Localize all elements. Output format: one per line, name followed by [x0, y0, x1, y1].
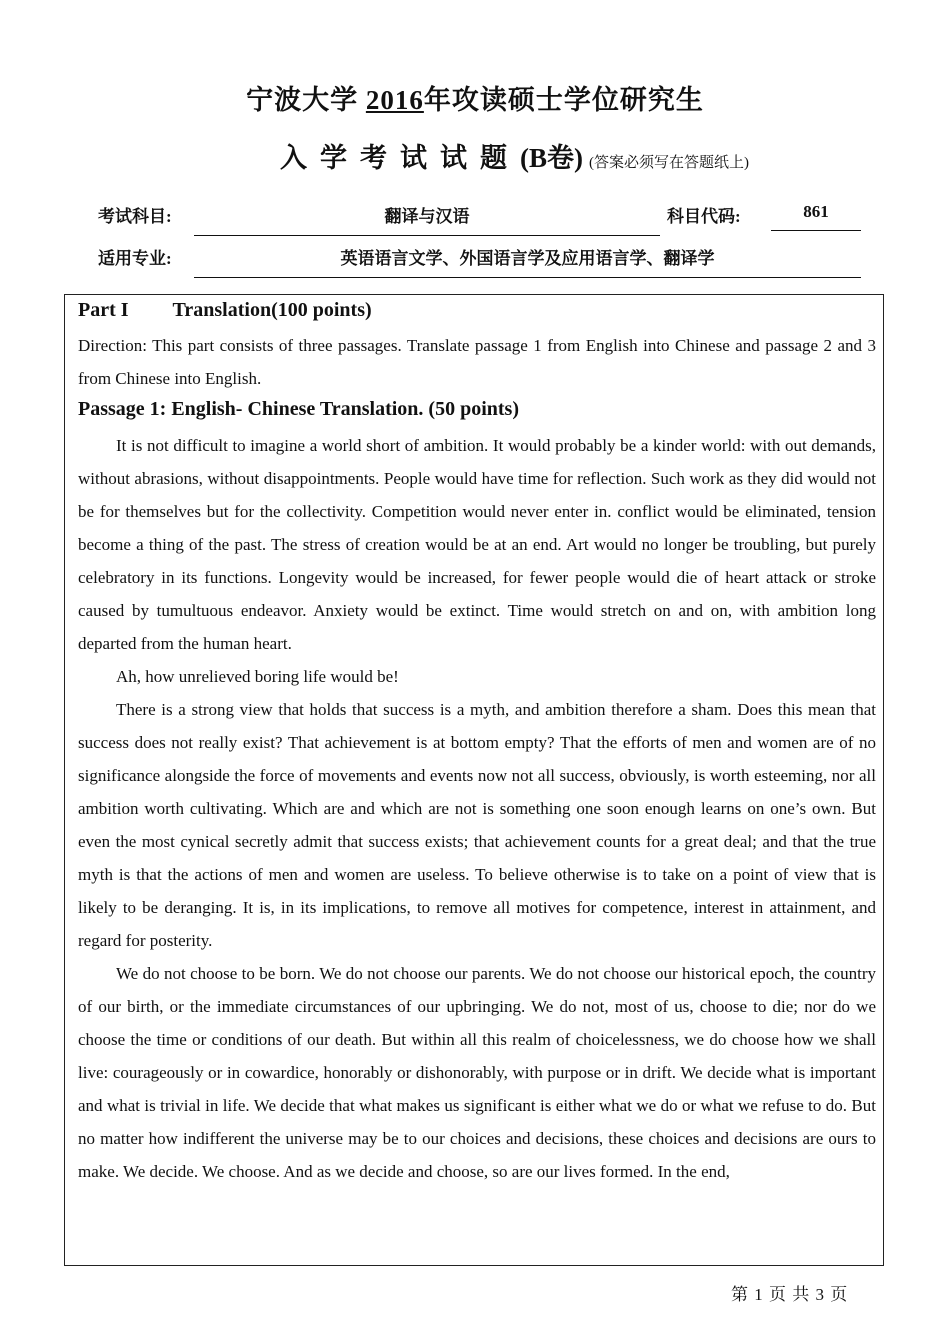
direction-text: Direction: This part consists of three passages. Translate passage 1 from English into Chinese and passage 2 and 3 from Chinese into English.	[78, 336, 876, 388]
passage-heading: Passage 1: English- Chinese Translation. (50 points)	[78, 398, 519, 420]
paragraph-1: It is not difficult to imagine a world short of ambition. It would probably be a kinder world: with out demands, without abrasions, without disappointments. People would have time for reflection. Such work as they did would not be for themselves but for the collectivity. Competition would never enter in. conflict would be eliminated, tension become a thing of the past. The stress of creation would be at an end. Art would no longer be troubling, but purely celebratory in its functions. Longevity would be increased, for fewer people would die of heart attack or stroke caused by tumultuous endeavor. Anxiety would be extinct. Time would stretch on and on, with ambition long departed from the human heart.	[78, 436, 876, 653]
code-label: 科目代码:	[667, 207, 741, 226]
subject-label: 考试科目:	[98, 207, 172, 226]
exam-title	[0, 78, 950, 117]
subtitle-text: 入学考试试题	[280, 143, 520, 173]
title-suffix: 年攻读硕士学位研究生	[423, 85, 704, 115]
major-value: 英语语言文学、外国语言学及应用语言学、翻译学	[194, 244, 861, 278]
question-frame	[64, 294, 884, 1266]
major-label: 适用专业:	[98, 249, 172, 268]
part-title: Translation(100 points)	[172, 299, 372, 321]
paragraph-2: Ah, how unrelieved boring life would be!	[116, 667, 399, 686]
code-value: 861	[771, 202, 861, 231]
question-content	[78, 295, 876, 1188]
title-year: 2016	[365, 85, 424, 115]
part-heading	[78, 299, 876, 327]
paper-version: (B卷)	[520, 143, 583, 173]
subject-value: 翻译与汉语	[194, 202, 660, 236]
answer-note: (答案必须写在答题纸上)	[589, 155, 749, 171]
exam-subtitle	[280, 136, 749, 175]
part-label: Part I	[78, 299, 129, 321]
title-prefix: 宁波大学	[246, 85, 359, 115]
paragraph-4: We do not choose to be born. We do not choose our parents. We do not choose our historical epoch, the country of our birth, or the immediate circumstances of our upbringing. We do not, most of us, choose to die; nor do we choose the time or conditions of our death. But within all this realm of choicelessness, we do choose how we shall live: courageously or in cowardice, honorably or dishonorably, with purpose or in drift. We decide what is important and what is trivial in life. We decide that what makes us significant is either what we do or what we refuse to do. But no matter how indifferent the universe may be to our choices and decisions, these choices and decisions are ours to make. We decide. We choose. And as we decide and choose, so are our lives formed. In the end,	[78, 964, 876, 1181]
paragraph-3: There is a strong view that holds that success is a myth, and ambition therefore a sham. Does this mean that success does not really exist? That achievement is at bottom empty? That the efforts of men and women are of no significance alongside the force of movements and events now not all success, obviously, is worth esteeming, nor all ambition worth cultivating. Which are and which are not is something one soon enough learns on one’s own. But even the most cynical secretly admit that success exists; that achievement counts for a great deal; and that the true myth is that the actions of men and women are useless. To believe otherwise is to take on a point of view that is likely to be deranging. It is, in its implications, to remove all motives for competence, interest in attainment, and regard for posterity.	[78, 700, 876, 950]
page-number: 第 1 页 共 3 页	[731, 1285, 849, 1304]
